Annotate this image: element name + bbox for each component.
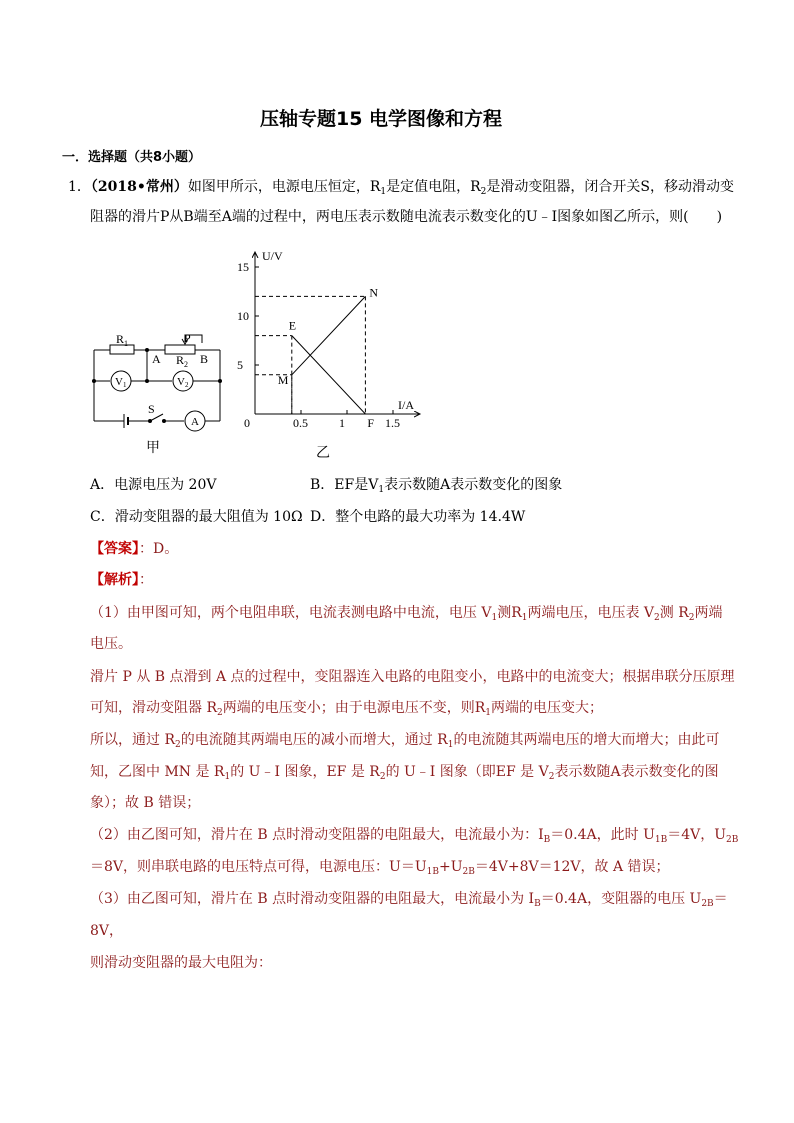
question-stem-line1: 1．（2018•常州）如图甲所示，电源电压恒定，$R_1$是定值电阻，$R_2$是滑动变阻器，闭合开关S，移动滑动变 [68, 179, 734, 197]
label-v2: V2 [177, 376, 189, 389]
analysis-p1-line2: 电压。 [90, 636, 132, 652]
analysis-p3-line3: 象）；故 B 错误； [90, 795, 201, 811]
analysis-p4-line1: （2）由乙图可知，滑片在 B 点时滑动变阻器的电阻最大，电流最小为：$I_B=0.4A$，此时 $U_{1B}=4V$，$U_{2B}$ [90, 827, 739, 845]
question-source: （2018•常州） [90, 179, 188, 195]
answer-tag: 【答案】 [90, 541, 139, 557]
analysis-p4-line2: ＝8V，则串联电路的电压特点可得，电源电压：$U=U_{1B}+U_{2B}=4V+8V=12V$，故 A 错误； [90, 859, 670, 877]
x-tick-label: 0.5 [293, 416, 308, 430]
label-a: A [152, 352, 161, 366]
analysis-p3-line2: 知，乙图中 MN 是 $R_1$的 U﹣I 图象，EF 是 $R_2$的 U﹣I 图象（即EF 是 $V_2$表示数随A表示数变化的图 [90, 764, 719, 782]
option-a: A．电源电压为 20V [90, 477, 217, 493]
caption-jia: 甲 [146, 441, 160, 456]
analysis-heading: 【解析】： [90, 572, 153, 588]
answer-line: 【答案】：D。 [90, 541, 179, 557]
option-d: D．整个电路的最大功率为 14.4W [310, 509, 526, 525]
x-tick-label: 1 [339, 416, 345, 430]
analysis-tag: 【解析】 [90, 572, 139, 588]
analysis-p3-line1: 所以，通过 $R_2$的电流随其两端电压的减小而增大，通过 $R_1$的电流随其两端电压的增大而增大；由此可 [90, 732, 720, 750]
analysis-p5-line1: （3）由乙图可知，滑片在 B 点时滑动变阻器的电阻最大，电流最小为 $I_B=0.4A$，变阻器的电压 $U_{2B}=$ [90, 891, 728, 909]
analysis-p2-line2: 可知，滑动变阻器 $R_2$两端的电压变小；由于电源电压不变，则$R_1$两端的电压变大； [90, 700, 604, 718]
analysis-p5-line2: 8V， [90, 923, 124, 939]
question-stem-line2: 阻器的滑片P从B端至A端的过程中，两电压表示数随电流表示数变化的U﹣I图象如图乙所示，则( ) [90, 209, 723, 225]
page-title: 压轴专题15 电学图像和方程 [260, 108, 503, 130]
circuit-diagram [80, 325, 240, 460]
label-r2: $R_2$ [176, 353, 189, 369]
label-v1: V1 [115, 376, 127, 389]
analysis-p2-line1: 滑片 P 从 B 点滑到 A 点的过程中，变阻器连入电路的电阻变小，电路中的电流变大；根据串联分压原理 [90, 669, 735, 685]
caption-yi: 乙 [316, 446, 330, 461]
x-axis-label: I/A [398, 398, 414, 412]
label-b: B [200, 352, 209, 366]
label-ammeter: A [191, 416, 199, 428]
x-tick-label: 1.5 [385, 416, 400, 430]
point-label-m: M [277, 372, 289, 387]
y-axis-label: U/V [262, 249, 283, 263]
y-tick-label: 10 [237, 309, 249, 323]
origin-label: 0 [244, 416, 250, 430]
label-p: P [184, 331, 191, 345]
analysis-p6: 则滑动变阻器的最大电阻为： [90, 955, 272, 971]
series-ef [292, 336, 366, 414]
point-label-f: F [367, 416, 375, 430]
ui-graph [230, 244, 430, 464]
point-label-n: N [369, 285, 379, 300]
label-s: S [148, 402, 155, 416]
analysis-p1-line1: （1）由甲图可知，两个电阻串联，电流表测电路中电流，电压 $V_1$测$R_1$两端电压，电压表 $V_2$测 $R_2$两端 [90, 605, 723, 623]
resistor-r1 [110, 345, 134, 354]
option-b: B．EF是$V_1$表示数随A表示数变化的图象 [310, 477, 563, 495]
question-number: 1． [68, 179, 91, 195]
option-c: C．滑动变阻器的最大阻值为 10Ω [90, 509, 303, 525]
series-mn [292, 296, 366, 374]
y-tick-label: 15 [237, 260, 249, 274]
label-r1: $R_1$ [116, 332, 129, 348]
y-tick-label: 5 [237, 358, 243, 372]
section-heading: 一．选择题（共8小题） [62, 150, 202, 165]
point-label-e: E [288, 318, 297, 333]
